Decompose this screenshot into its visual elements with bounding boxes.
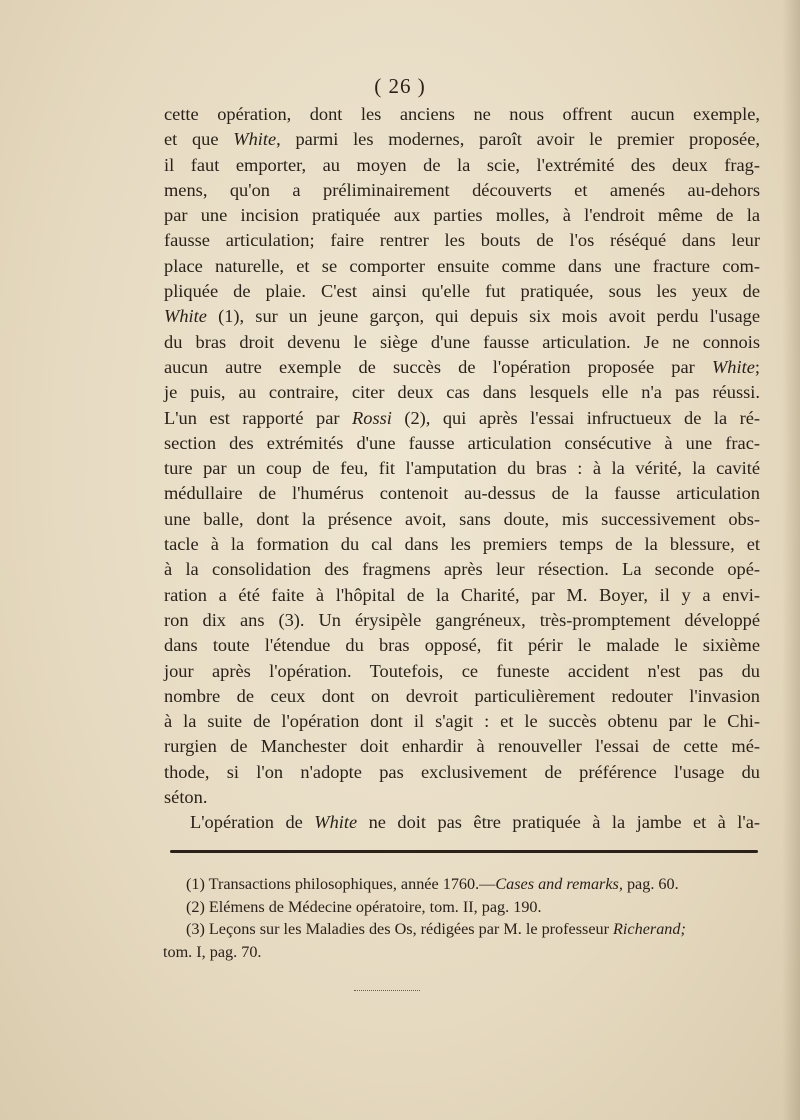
footnote-3-text: (3) Leçons sur les Maladies des Os, rédigées par M. le professeur xyxy=(186,920,614,938)
footnote-3 xyxy=(186,918,766,941)
footnote-3-continuation: tom. I, pag. 70. xyxy=(163,942,262,961)
body-line: du bras droit devenu le siège d'une fausse articulation. Je ne connois xyxy=(164,331,760,352)
page-number: ( 26 ) xyxy=(374,74,426,98)
page-edge-shadow xyxy=(782,0,800,1120)
body-line: ture par un coup de feu, fit l'amputation du bras : à la vérité, la cavité xyxy=(164,458,760,479)
body-line: dans toute l'étendue du bras opposé, fit périr le malade le sixième xyxy=(164,635,760,656)
footnote-1-italic: Cases and remarks, xyxy=(495,875,623,893)
body-line: thode, si l'on n'adopte pas exclusivement de préférence l'usage du xyxy=(164,761,760,782)
body-line: médullaire de l'humérus contenoit au-dessus de la fausse articulation xyxy=(164,483,760,504)
body-line: White (1), sur un jeune garçon, qui depuis six mois avoit perdu l'usage xyxy=(164,306,760,327)
body-line: jour après l'opération. Toutefois, ce funeste accident n'est pas du xyxy=(164,660,760,681)
footnote-1 xyxy=(186,873,766,896)
body-line: aucun autre exemple de succès de l'opération proposée par White; xyxy=(164,356,760,377)
body-line: L'un est rapporté par Rossi (2), qui après l'essai infructueux de la ré- xyxy=(164,407,760,428)
body-line: L'opération de White ne doit pas être pratiquée à la jambe et à l'a- xyxy=(190,812,760,833)
body-line: il faut emporter, au moyen de la scie, l'extrémité des deux frag- xyxy=(164,154,760,175)
body-line: mens, qu'on a préliminairement découverts et amenés au-dehors xyxy=(164,179,760,200)
body-line: et que White, parmi les modernes, paroît avoir le premier proposée, xyxy=(164,129,760,150)
italic-name: Rossi xyxy=(352,407,392,428)
italic-name: White xyxy=(233,129,277,150)
body-line: je puis, au contraire, citer deux cas dans lesquels elle n'a pas réussi. xyxy=(164,382,760,403)
body-line: section des extrémités d'une fausse articulation consécutive à une frac- xyxy=(164,432,760,453)
body-line: une balle, dont la présence avoit, sans doute, mis successivement obs- xyxy=(164,508,760,529)
body-line: tacle à la formation du cal dans les premiers temps de la blessure, et xyxy=(164,534,760,555)
end-ornament xyxy=(354,990,420,993)
body-line: fausse articulation; faire rentrer les bouts de l'os réséqué dans leur xyxy=(164,230,760,251)
footnotes xyxy=(163,873,766,963)
body-line: place naturelle, et se comporter ensuite comme dans une fracture com- xyxy=(164,255,760,276)
footnote-rule xyxy=(170,850,758,853)
italic-name: White xyxy=(164,306,207,327)
italic-name: White xyxy=(314,812,358,833)
footnote-3-italic: Richerand; xyxy=(613,920,686,938)
body-line: à la suite de l'opération dont il s'agit : et le succès obtenu par le Chi- xyxy=(164,711,760,732)
body-line: séton. xyxy=(164,787,208,808)
body-line: par une incision pratiquée aux parties molles, à l'endroit même de la xyxy=(164,205,760,226)
body-line: à la consolidation des fragmens après leur résection. La seconde opé- xyxy=(164,559,760,580)
footnote-2: (2) Elémens de Médecine opératoire, tom. II, pag. 190. xyxy=(186,897,542,916)
body-line: ration a été faite à l'hôpital de la Charité, par M. Boyer, il y a envi- xyxy=(164,584,760,605)
body-text xyxy=(164,102,760,836)
footnote-1-text: (1) Transactions philosophiques, année 1760.— xyxy=(186,875,496,893)
body-line: rurgien de Manchester doit enhardir à renouveller l'essai de cette mé- xyxy=(164,736,760,757)
body-line: nombre de ceux dont on devroit particulièrement redouter l'invasion xyxy=(164,685,760,706)
italic-name: White xyxy=(711,356,755,377)
body-line: ron dix ans (3). Un érysipèle gangréneux, très-promptement développé xyxy=(164,609,760,630)
body-line: cette opération, dont les anciens ne nous offrent aucun exemple, xyxy=(164,104,760,124)
body-line: pliquée de plaie. C'est ainsi qu'elle fut pratiquée, sous les yeux de xyxy=(164,281,760,302)
footnote-1-tail: pag. 60. xyxy=(622,875,679,893)
